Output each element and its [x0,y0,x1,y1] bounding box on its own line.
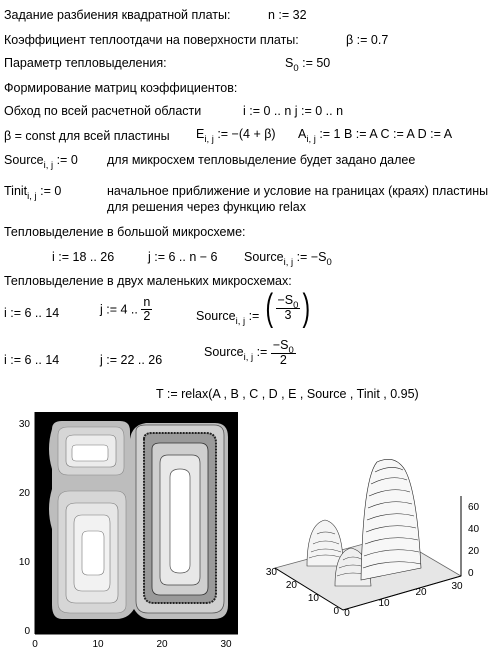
abcd-matrix-definition[interactable]: $A_{i, j}$ := 1 B := A C := A D := A [298,127,453,145]
surface-plot[interactable] [265,448,495,618]
big-chip-j-range[interactable]: j := 6 .. n − 6 [148,250,218,264]
z-tick-label: 60 [468,502,480,513]
beta-const-label: β = const для всей пластины [4,129,170,143]
x-tick-label: 10 [92,639,104,650]
domain-label: Обход по всей расчетной области [4,104,202,118]
z-tick-label: 40 [468,524,480,535]
x-tick-label: 20 [156,639,168,650]
beta-definition[interactable]: β := 0.7 [346,33,389,47]
big-chip-source[interactable]: Source$_{i, j}$ := $-S_0$ [244,250,332,268]
x-tick-label: 0 [32,639,38,650]
small-chips-heading: Тепловыделение в двух маленьких микросхемах: [4,274,292,288]
big-chip-i-range[interactable]: i := 18 .. 26 [52,250,115,264]
contour-rings [49,421,228,619]
y-tick-label: 20 [285,580,297,591]
source-comment: для микросхем тепловыделение будет задано далее [107,153,416,167]
contour-plot[interactable] [0,405,250,651]
n-label: Задание разбиения квадратной платы: [4,8,231,22]
small-chip2-i-range[interactable]: i := 6 .. 14 [4,353,60,367]
tinit-comment-2: для решения через функцию relax [107,200,306,214]
y-tick-label: 30 [18,419,30,430]
z-tick-label: 0 [468,568,474,579]
x-tick-label: 0 [344,608,350,618]
x-tick-label: 30 [220,639,232,650]
tinit-comment-1: начальное приближение и условие на границах (краях) пластины [107,184,489,198]
s0-label: Параметр тепловыделения: [4,56,167,70]
y-tick-label: 10 [307,593,319,604]
y-tick-label: 10 [18,557,30,568]
y-tick-label: 0 [333,606,339,617]
small-chip1-source[interactable]: Source$_{i, j}$ := ( $\frac{-S_0}{3}$ ) [196,287,311,329]
small-chip1-i-range[interactable]: i := 6 .. 14 [4,306,60,320]
small-chip2-source[interactable]: Source$_{i, j}$ := $\frac{-S_0}{2}$ [204,338,294,367]
y-tick-label: 20 [18,488,30,499]
relax-call[interactable]: T := relax(A , B , C , D , E , Source , Tinit , 0.95) [156,387,419,401]
range-definition[interactable]: i := 0 .. n j := 0 .. n [243,104,344,118]
surface-large-peak [361,459,421,580]
source-init-definition[interactable]: Source$_{i, j}$ := 0 [4,153,78,171]
small-chip1-j-range[interactable]: j := 4 .. $\frac{n}{2}$ [100,295,151,323]
tinit-definition[interactable]: Tinit$_{i, j}$ := 0 [4,184,62,202]
s0-definition[interactable]: $S_0$ := 50 [285,56,331,74]
x-tick-label: 10 [378,598,390,609]
small-chip2-j-range[interactable]: j := 22 .. 26 [100,353,163,367]
big-chip-heading: Тепловыделение в большой микросхеме: [4,225,246,239]
n-definition[interactable]: n := 32 [268,8,307,22]
e-matrix-definition[interactable]: $E_{i, j}$ := −(4 + β) [196,127,276,145]
matrix-heading: Формирование матриц коэффициентов: [4,81,238,95]
beta-label: Коэффициент теплоотдачи на поверхности платы: [4,33,299,47]
y-tick-label: 30 [265,567,277,578]
surface-small-peak [307,520,343,566]
x-tick-label: 30 [451,581,463,592]
z-tick-label: 20 [468,546,480,557]
x-tick-label: 20 [415,587,427,598]
y-tick-label: 0 [24,626,30,637]
